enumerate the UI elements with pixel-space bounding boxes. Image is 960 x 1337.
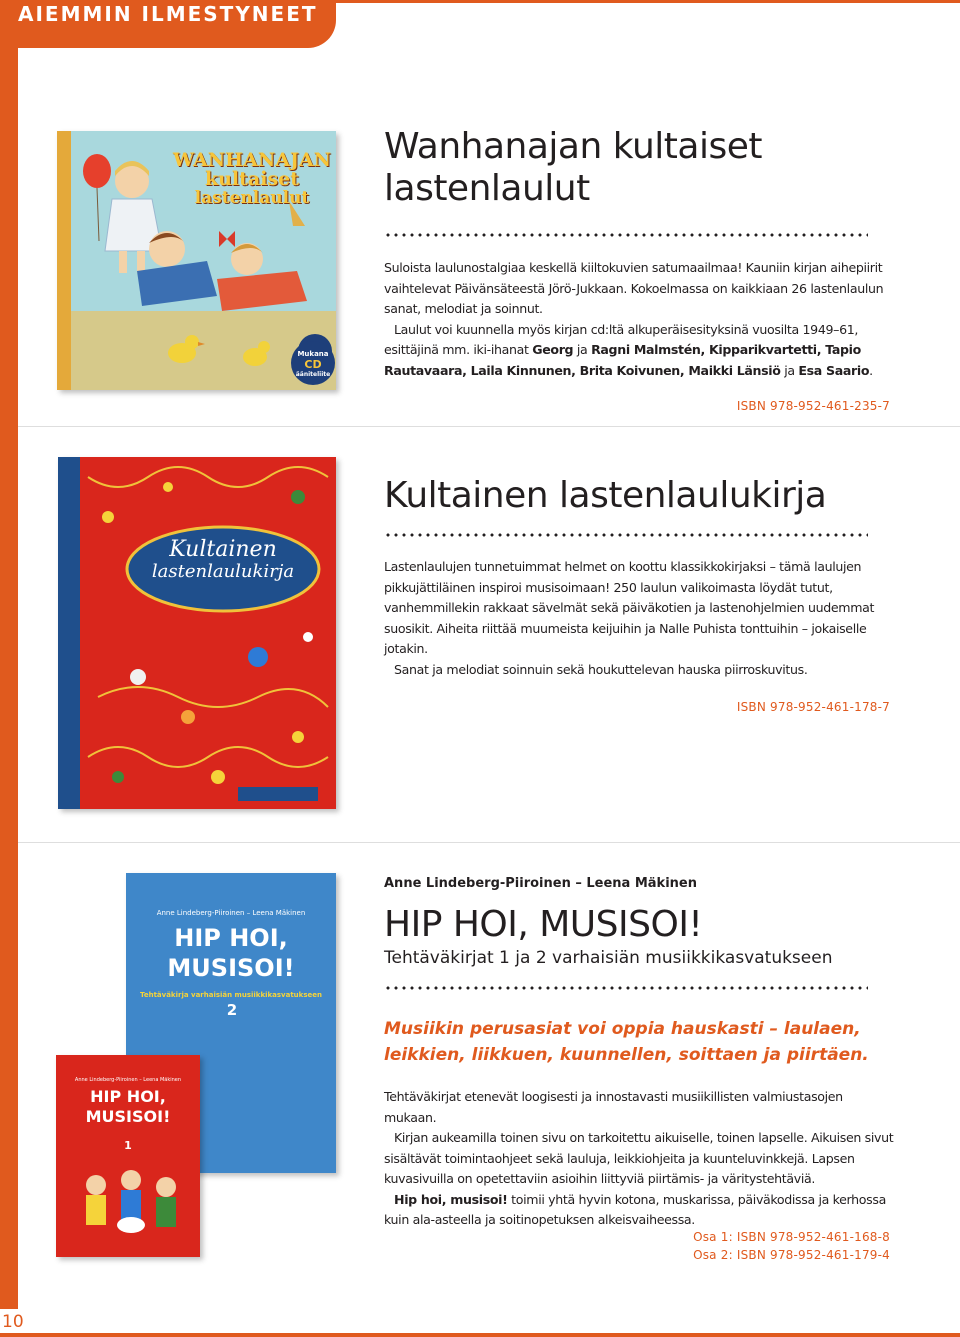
paragraph: Sanat ja melodiat soinnuin sekä houkuttelevan hauska piirroskuvitus. bbox=[394, 661, 808, 677]
performer-name: Esa Saario bbox=[798, 362, 870, 378]
paragraph: Kirjan aukeamilla toinen sivu on tarkoitettu aikuiselle, toinen lapselle. Aikuisen sivut sisältävät toimintaohjeet sekä lauluja, leikkiohjeita ja kuunteluvinkkejä. Lapsen kuvasivuilla on opetettaviin asioihin liittyviä piirtämis- ja väritystehtäviä. bbox=[384, 1130, 894, 1186]
isbn: ISBN 978-952-461-178-7 bbox=[736, 700, 890, 714]
cover-authors: Anne Lindeberg-Piiroinen – Leena Mäkinen bbox=[74, 1077, 182, 1083]
isbn bbox=[693, 1228, 890, 1264]
page-bottom-border bbox=[0, 1333, 960, 1337]
cover-title bbox=[167, 151, 336, 208]
performer-names: Ragni Malmstén, Kipparikvartetti, Tapio Rautavaara, Laila Kinnunen, Brita Koivunen, Maikki Länsiö bbox=[384, 342, 861, 378]
product-title bbox=[384, 126, 762, 210]
book-cover-kultainen bbox=[58, 457, 336, 809]
product-title: Kultainen lastenlaulukirja bbox=[384, 475, 827, 516]
page-number: 10 bbox=[0, 1309, 40, 1333]
page-left-border bbox=[0, 0, 18, 1337]
text: Laulut voi kuunnella myös kirjan cd:ltä alkuperäisesityksinä vuosilta 1949–61, esittäjinä mm. iki-ihanat bbox=[384, 321, 859, 357]
cd-badge-line: Mukana bbox=[297, 350, 329, 358]
product-subtitle: Tehtäväkirjat 1 ja 2 varhaisiän musiikkikasvatukseen bbox=[384, 948, 833, 968]
dotted-divider bbox=[384, 986, 868, 990]
isbn: ISBN 978-952-461-235-7 bbox=[736, 399, 890, 413]
paragraph bbox=[384, 1190, 894, 1231]
text: . bbox=[869, 362, 873, 378]
performer-name: Georg bbox=[532, 342, 574, 357]
cover-title-line: HIP HOI, bbox=[174, 924, 288, 952]
cover-authors: Anne Lindeberg-Piiroinen – Leena Mäkinen bbox=[156, 909, 306, 917]
product-authors: Anne Lindeberg-Piiroinen – Leena Mäkinen bbox=[384, 876, 697, 891]
cd-badge-line: CD bbox=[304, 358, 322, 371]
cover-title-line: Kultainen bbox=[169, 537, 277, 562]
paragraph: Lastenlaulujen tunnetuimmat helmet on koottu klassikkokirjaksi – tämä laulujen pikkujättiläinen inspiroi musisoimaan! 250 laulun valikoimasta löydät tutut, vanhemmillekin rakkaat sävelmät sekä päiväkotien ja lastenohjelmien uudemmat suosikit. Aiheita riittää muumeista keijuihin ja Nalle Puhista tonttuihin – jokaiselle jotakin. bbox=[384, 559, 875, 656]
isbn-line: Osa 1: ISBN 978-952-461-168-8 bbox=[693, 1230, 890, 1244]
cd-badge bbox=[291, 341, 335, 385]
dotted-divider bbox=[384, 533, 868, 537]
text: toimii yhtä hyvin kotona, muskarissa, päiväkodissa ja kerhossa kuin ala-asteella ja soitinopetuksen alkeisvaiheessa. bbox=[384, 1191, 886, 1227]
isbn-line: Osa 2: ISBN 978-952-461-179-4 bbox=[693, 1248, 890, 1262]
book-name: Hip hoi, musisoi! bbox=[394, 1191, 508, 1207]
book-cover-hiphoi-1 bbox=[56, 1055, 200, 1257]
section-tab: AIEMMIN ILMESTYNEET bbox=[0, 0, 336, 48]
cover-illustration bbox=[56, 1055, 200, 1257]
dotted-divider bbox=[384, 233, 868, 237]
cd-badge-line: ääniteliite bbox=[295, 371, 331, 378]
product-title: HIP HOI, MUSISOI! bbox=[384, 904, 703, 945]
paragraph: Suloista laulunostalgiaa keskellä kiiltokuvien satumaailmaa! Kauniin kirjan aihepiirit vaihtelevat Päivänsäteestä Jörö-Jukkaan. Kokoelmassa on kaikkiaan 26 lastenlaulun sanat, melodiat ja soinnut. bbox=[384, 260, 884, 316]
product-title-line: Wanhanajan kultaiset bbox=[384, 126, 763, 167]
product-lead: Musiikin perusasiat voi oppia hauskasti – laulaen, leikkien, liikkuen, kuunnellen, soittaen ja piirtäen. bbox=[384, 1019, 869, 1065]
paragraph bbox=[384, 320, 894, 382]
text: ja bbox=[780, 362, 799, 378]
cover-title-line: MUSISOI! bbox=[85, 1107, 171, 1126]
cover-title bbox=[128, 539, 318, 583]
paragraph: Tehtäväkirjat etenevät loogisesti ja innostavasti musiikillisten valmiustasojen mukaan. bbox=[384, 1089, 843, 1125]
cover-title-line: lastenlaulukirja bbox=[151, 561, 295, 582]
volume-number: 1 bbox=[124, 1139, 132, 1152]
cover-subtitle: Tehtäväkirja varhaisiän musiikkikasvatukseen bbox=[140, 991, 322, 999]
section-separator bbox=[18, 426, 960, 427]
cover-title bbox=[126, 923, 336, 983]
product-description bbox=[384, 557, 894, 680]
cover-pattern bbox=[58, 457, 336, 809]
cover-title-line: lastenlaulut bbox=[194, 188, 310, 208]
cover-title-line: kultaiset bbox=[204, 168, 300, 190]
cover-title-line: MUSISOI! bbox=[167, 954, 295, 982]
book-cover-wanhanajan bbox=[57, 131, 336, 390]
cover-title-line: WANHANAJAN bbox=[172, 149, 332, 171]
cover-title-line: HIP HOI, bbox=[90, 1087, 166, 1106]
text: ja bbox=[573, 342, 592, 357]
product-title-line: lastenlaulut bbox=[384, 168, 590, 209]
product-description bbox=[384, 258, 894, 381]
volume-number: 2 bbox=[226, 1001, 238, 1019]
section-separator bbox=[18, 842, 960, 843]
product-description bbox=[384, 1087, 894, 1231]
